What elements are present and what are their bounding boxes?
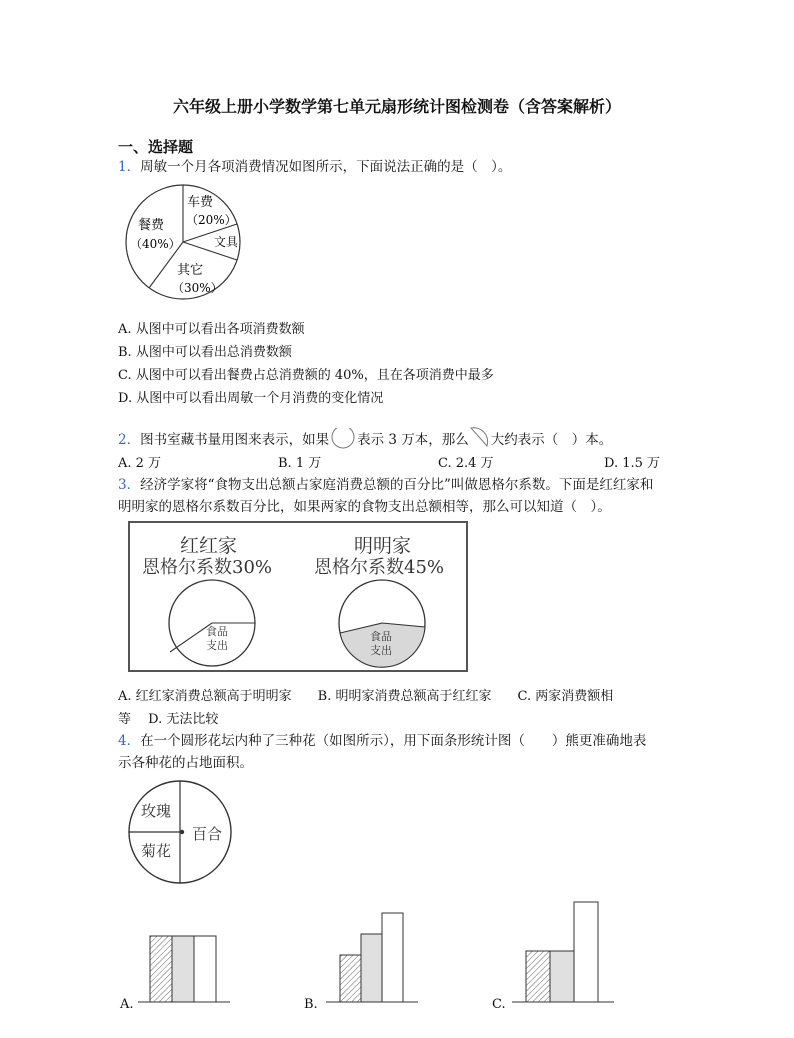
ming-family-name: 明明家 <box>354 535 412 557</box>
question-number: 3． <box>118 477 141 493</box>
question-4-line1 <box>118 730 646 752</box>
question-4-line2: 示各种花的占地面积。 <box>118 755 253 771</box>
pie-label-food-pct: （40%） <box>130 237 181 251</box>
bar-chart-option-b[interactable] <box>326 913 418 1002</box>
pie-label-stationery: 文具 <box>214 235 239 249</box>
pie-label-car: 车费 <box>187 195 214 210</box>
flower-bed-circle <box>122 778 242 890</box>
full-circle-icon <box>329 428 357 450</box>
q4-option-c-label[interactable]: C. <box>492 997 506 1012</box>
flower-label-lily: 百合 <box>192 825 223 843</box>
sector-icon <box>469 426 491 450</box>
q4-option-b-label[interactable]: B. <box>304 997 318 1012</box>
q3-options-line2[interactable]: 等 D. 无法比较 <box>118 712 219 727</box>
q2-option-d[interactable]: D. 1.5 万 <box>604 456 661 471</box>
question-text-part1: 图书室藏书量用图来表示，如果 <box>140 432 330 448</box>
q4-bar-options <box>118 890 658 1020</box>
ming-food-label-2: 支出 <box>370 644 392 657</box>
q3-pie-charts <box>130 523 466 670</box>
q3-options-line1[interactable]: A. 红红家消费总额高于明明家 B. 明明家消费总额高于红红家 C. 两家消费额相 <box>118 689 614 704</box>
q1-pie-chart <box>118 182 258 302</box>
bar-lily <box>574 902 598 1002</box>
flower-label-rose: 玫瑰 <box>141 802 172 820</box>
question-text-part2: 表示 3 万本，那么 <box>357 432 469 448</box>
pie-label-food: 餐费 <box>138 218 165 233</box>
q2-option-b[interactable]: B. 1 万 <box>278 456 322 471</box>
question-number: 2． <box>118 432 141 448</box>
bar-rose <box>526 951 550 1002</box>
q1-option-a[interactable]: A. 从图中可以看出各项消费数额 <box>118 322 305 337</box>
bar-rose <box>340 955 361 1002</box>
q3-figure <box>128 521 468 672</box>
pie-label-car-pct: （20%） <box>186 213 237 227</box>
bar-chart-option-a[interactable] <box>138 936 230 1002</box>
hong-food-label-2: 支出 <box>206 639 228 652</box>
bar-lily <box>382 913 403 1002</box>
q2-option-c[interactable]: C. 2.4 万 <box>438 456 494 471</box>
ming-food-label-1: 食品 <box>370 630 392 643</box>
bar-chart-option-c[interactable] <box>512 902 614 1002</box>
bar-rose <box>150 936 172 1002</box>
bar-chrysanthemum <box>361 934 382 1002</box>
question-3-line2: 明明家的恩格尔系数百分比，如果两家的食物支出总额相等，那么可以知道（ ）。 <box>118 499 611 515</box>
bar-chrysanthemum <box>550 951 574 1002</box>
question-1 <box>118 156 511 178</box>
question-text: 经济学家将“食物支出总额占家庭消费总额的百分比”叫做恩格尔系数。下面是红红家和 <box>140 477 654 493</box>
q1-option-b[interactable]: B. 从图中可以看出总消费数额 <box>118 345 292 360</box>
hong-family-name: 红红家 <box>180 535 238 557</box>
question-text: 在一个圆形花坛内种了三种花（如图所示），用下面条形统计图（ ）熊更准确地表 <box>140 733 647 749</box>
question-number: 4． <box>118 733 141 749</box>
question-3-line1 <box>118 474 653 496</box>
q4-option-a-label[interactable]: A. <box>120 997 134 1012</box>
hong-engel-coefficient: 恩格尔系数30% <box>142 557 273 578</box>
section-heading: 一、选择题 <box>118 138 194 156</box>
q2-option-a[interactable]: A. 2 万 <box>118 456 162 471</box>
question-number: 1． <box>118 159 141 175</box>
question-2 <box>118 426 612 451</box>
hong-food-label-1: 食品 <box>206 625 228 638</box>
flower-label-chrysanthemum: 菊花 <box>141 842 172 860</box>
bar-lily <box>194 936 216 1002</box>
ming-engel-coefficient: 恩格尔系数45% <box>314 557 445 578</box>
page-title: 六年级上册小学数学第七单元扇形统计图检测卷（含答案解析） <box>172 97 621 116</box>
question-text: 周敏一个月各项消费情况如图所示，下面说法正确的是（ ）。 <box>140 159 512 175</box>
bar-chrysanthemum <box>172 936 194 1002</box>
question-text-part3: 大约表示（ ）本。 <box>490 432 613 448</box>
q1-option-d[interactable]: D. 从图中可以看出周敏一个月消费的变化情况 <box>118 391 384 406</box>
q1-option-c[interactable]: C. 从图中可以看出餐费占总消费额的 40%，且在各项消费中最多 <box>118 368 494 383</box>
pie-label-other: 其它 <box>177 263 204 278</box>
pie-label-other-pct: （30%） <box>172 281 223 295</box>
